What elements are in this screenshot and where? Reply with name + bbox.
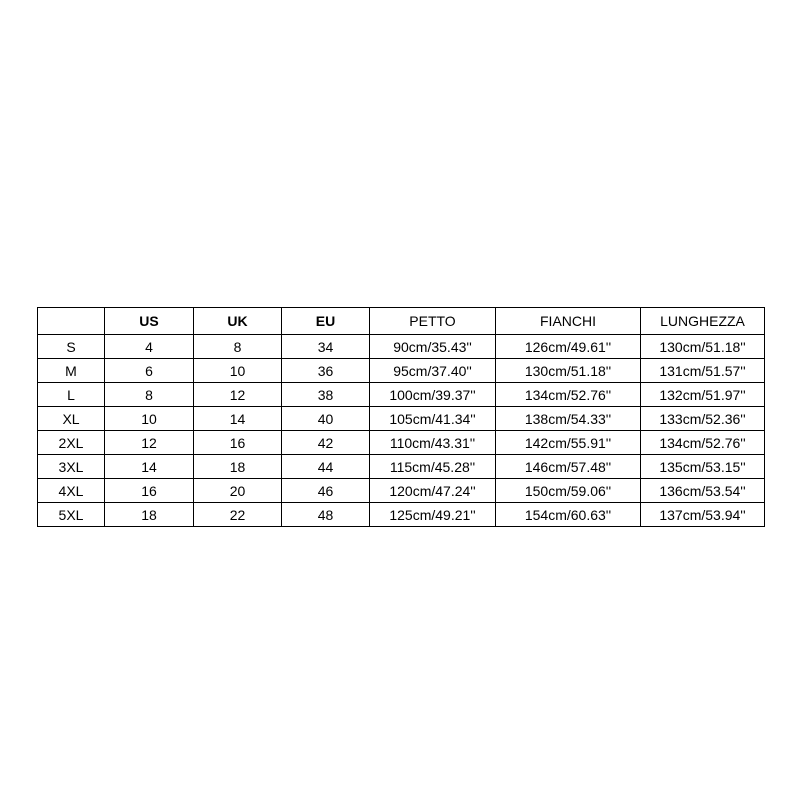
eu-cell: 46	[282, 479, 370, 503]
us-cell: 14	[105, 455, 194, 479]
table-row	[38, 335, 765, 359]
eu-cell: 44	[282, 455, 370, 479]
header-uk: UK	[194, 308, 282, 335]
fianchi-cell: 138cm/54.33''	[496, 407, 641, 431]
petto-cell: 120cm/47.24''	[370, 479, 496, 503]
table-row	[38, 455, 765, 479]
us-cell: 12	[105, 431, 194, 455]
table-row	[38, 359, 765, 383]
lunghezza-cell: 137cm/53.94''	[641, 503, 765, 527]
header-us: US	[105, 308, 194, 335]
size-cell: 3XL	[38, 455, 105, 479]
uk-cell: 20	[194, 479, 282, 503]
lunghezza-cell: 131cm/51.57''	[641, 359, 765, 383]
us-cell: 6	[105, 359, 194, 383]
lunghezza-cell: 136cm/53.54''	[641, 479, 765, 503]
petto-cell: 100cm/39.37''	[370, 383, 496, 407]
table-row	[38, 383, 765, 407]
eu-cell: 42	[282, 431, 370, 455]
uk-cell: 14	[194, 407, 282, 431]
size-cell: 4XL	[38, 479, 105, 503]
size-cell: 2XL	[38, 431, 105, 455]
eu-cell: 48	[282, 503, 370, 527]
uk-cell: 22	[194, 503, 282, 527]
fianchi-cell: 142cm/55.91''	[496, 431, 641, 455]
table-row	[38, 479, 765, 503]
header-size-column	[38, 308, 105, 335]
header-petto: PETTO	[370, 308, 496, 335]
us-cell: 18	[105, 503, 194, 527]
size-cell: L	[38, 383, 105, 407]
eu-cell: 38	[282, 383, 370, 407]
lunghezza-cell: 133cm/52.36''	[641, 407, 765, 431]
size-cell: M	[38, 359, 105, 383]
lunghezza-cell: 132cm/51.97''	[641, 383, 765, 407]
uk-cell: 10	[194, 359, 282, 383]
us-cell: 16	[105, 479, 194, 503]
table-row	[38, 503, 765, 527]
fianchi-cell: 134cm/52.76''	[496, 383, 641, 407]
table-header-row	[38, 308, 765, 335]
fianchi-cell: 154cm/60.63''	[496, 503, 641, 527]
petto-cell: 110cm/43.31''	[370, 431, 496, 455]
lunghezza-cell: 135cm/53.15''	[641, 455, 765, 479]
fianchi-cell: 126cm/49.61''	[496, 335, 641, 359]
header-fianchi: FIANCHI	[496, 308, 641, 335]
lunghezza-cell: 134cm/52.76''	[641, 431, 765, 455]
header-lunghezza: LUNGHEZZA	[641, 308, 765, 335]
fianchi-cell: 150cm/59.06''	[496, 479, 641, 503]
header-eu: EU	[282, 308, 370, 335]
table-row	[38, 407, 765, 431]
petto-cell: 105cm/41.34''	[370, 407, 496, 431]
eu-cell: 36	[282, 359, 370, 383]
uk-cell: 8	[194, 335, 282, 359]
size-cell: S	[38, 335, 105, 359]
eu-cell: 40	[282, 407, 370, 431]
petto-cell: 125cm/49.21''	[370, 503, 496, 527]
size-cell: XL	[38, 407, 105, 431]
us-cell: 10	[105, 407, 194, 431]
uk-cell: 18	[194, 455, 282, 479]
uk-cell: 16	[194, 431, 282, 455]
petto-cell: 115cm/45.28''	[370, 455, 496, 479]
table-row	[38, 431, 765, 455]
table-body	[38, 335, 765, 527]
us-cell: 4	[105, 335, 194, 359]
uk-cell: 12	[194, 383, 282, 407]
eu-cell: 34	[282, 335, 370, 359]
petto-cell: 95cm/37.40''	[370, 359, 496, 383]
lunghezza-cell: 130cm/51.18''	[641, 335, 765, 359]
petto-cell: 90cm/35.43''	[370, 335, 496, 359]
size-chart-table	[37, 307, 765, 527]
us-cell: 8	[105, 383, 194, 407]
fianchi-cell: 130cm/51.18''	[496, 359, 641, 383]
fianchi-cell: 146cm/57.48''	[496, 455, 641, 479]
size-cell: 5XL	[38, 503, 105, 527]
